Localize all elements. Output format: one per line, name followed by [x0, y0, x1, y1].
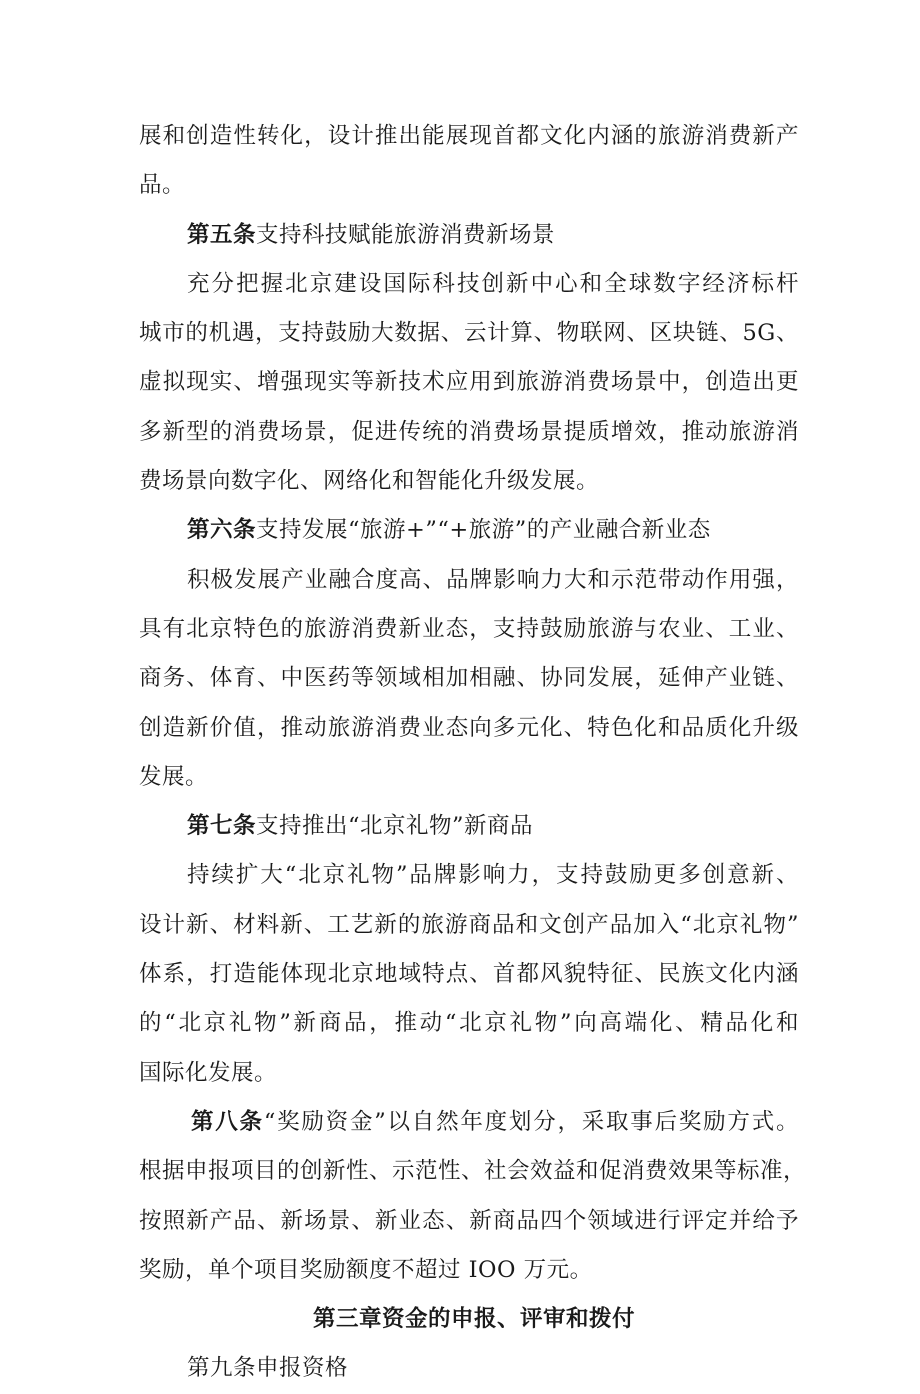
article-title: 支持发展“旅游+”“+旅游”的产业融合新业态: [256, 517, 711, 544]
article-heading: [139, 211, 799, 260]
text-line: 国际化发展。: [139, 1059, 278, 1086]
text-line: 多新型的消费场景，促进传统的消费场景提质增效，推动旅游消: [139, 418, 799, 445]
text-line: 城市的机遇，支持鼓励大数据、云计算、物联网、区块链、5G、: [139, 320, 799, 347]
article-first-line: [139, 1098, 799, 1147]
article-8: [139, 1098, 807, 1295]
article-9-title: 第九条申报资格: [187, 1355, 349, 1382]
text-line: 奖励，单个项目奖励额度不超过 IOO 万元。: [139, 1256, 593, 1283]
text-line: 创造新价值，推动旅游消费业态向多元化、特色化和品质化升级: [139, 714, 799, 741]
article-title: 支持推出“北京礼物”新商品: [256, 813, 534, 840]
article-title: 支持科技赋能旅游消费新场景: [256, 221, 556, 248]
article-label: 第七条: [187, 813, 257, 840]
article-label: 第八条: [191, 1108, 264, 1135]
text-line: 虚拟现实、增强现实等新技术应用到旅游消费场景中，创造出更: [139, 369, 799, 396]
article-text: “奖励资金”以自然年度划分，采取事后奖励方式。: [263, 1108, 799, 1135]
text-line: 具有北京特色的旅游消费新业态，支持鼓励旅游与农业、工业、: [139, 615, 799, 642]
article-heading: [139, 506, 799, 555]
article-5: [139, 211, 799, 507]
text-line: 商务、体育、中医药等领域相加相融、协同发展，延伸产业链、: [139, 665, 799, 692]
text-line: 的“北京礼物”新商品，推动“北京礼物”向高端化、精品化和: [139, 1010, 799, 1037]
text-line: 充分把握北京建设国际科技创新中心和全球数字经济标杆: [187, 270, 799, 297]
article-7: [139, 802, 799, 1098]
text-line: 按照新产品、新场景、新业态、新商品四个领域进行评定并给予: [139, 1207, 799, 1234]
text-line: 积极发展产业融合度高、品牌影响力大和示范带动作用强，: [187, 566, 799, 593]
article-label: 第六条: [187, 517, 257, 544]
text-line: 品。: [139, 172, 186, 199]
article-6: [139, 506, 799, 802]
text-line: 费场景向数字化、网络化和智能化升级发展。: [139, 468, 600, 495]
text-line: 根据申报项目的创新性、示范性、社会效益和促消费效果等标准，: [139, 1158, 807, 1185]
article-label: 第五条: [187, 221, 257, 248]
text-line: 发展。: [139, 763, 209, 790]
document-page: [139, 112, 807, 1394]
text-line: 设计新、材料新、工艺新的旅游商品和文创产品加入“北京礼物”: [139, 911, 799, 938]
text-line: 体系，打造能体现北京地域特点、首都风貌特征、民族文化内涵: [139, 961, 799, 988]
paragraph-continued: [139, 112, 799, 211]
text-line: 展和创造性转化，设计推出能展现首都文化内涵的旅游消费新产: [139, 123, 799, 149]
article-heading: [139, 802, 799, 851]
text-line: 持续扩大“北京礼物”品牌影响力，支持鼓励更多创意新、: [187, 862, 799, 889]
chapter-title: 第三章资金的申报、评审和拨付: [312, 1306, 635, 1333]
